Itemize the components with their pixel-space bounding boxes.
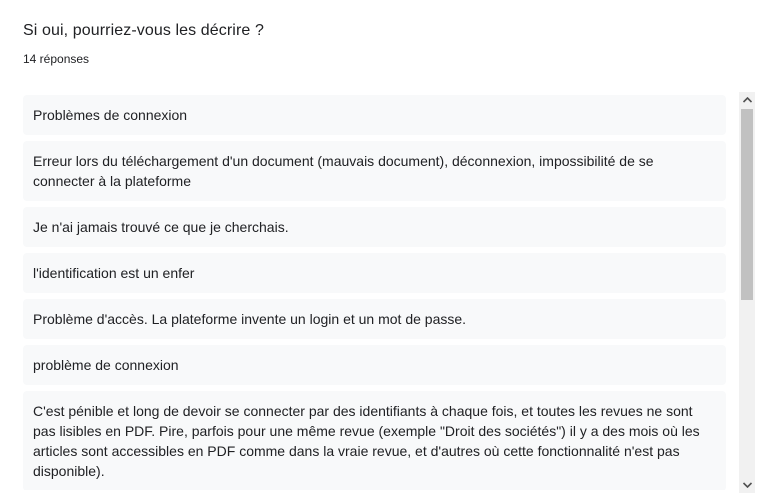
response-item: C'est pénible et long de devoir se connecter par des identifiants à chaque fois, et toutes les revues ne sont pas lisibles en PDF. Pire, parfois pour une même revue (exemple "Droit des sociétés") il y a des mois où les articles sont accessibles en PDF comme dans la vraie revue, et d'autres où cette fonctionnalité n'est pas disponible). bbox=[23, 391, 726, 490]
responses-list[interactable] bbox=[23, 95, 727, 490]
response-item: problème de connexion bbox=[23, 345, 726, 385]
response-item: l'identification est un enfer bbox=[23, 253, 726, 293]
scrollbar-thumb[interactable] bbox=[741, 109, 753, 300]
response-item: Problèmes de connexion bbox=[23, 95, 726, 135]
vertical-scrollbar[interactable] bbox=[739, 92, 755, 493]
response-count: 14 réponses bbox=[23, 52, 90, 66]
question-title: Si oui, pourriez-vous les décrire ? bbox=[23, 22, 264, 39]
chevron-down-icon[interactable] bbox=[739, 478, 755, 492]
response-item: Problème d'accès. La plateforme invente un login et un mot de passe. bbox=[23, 299, 726, 339]
response-item: Erreur lors du téléchargement d'un document (mauvais document), déconnexion, impossibilité de se connecter à la plateforme bbox=[23, 141, 726, 201]
response-item: Je n'ai jamais trouvé ce que je cherchais. bbox=[23, 207, 726, 247]
chevron-up-icon[interactable] bbox=[739, 93, 755, 107]
